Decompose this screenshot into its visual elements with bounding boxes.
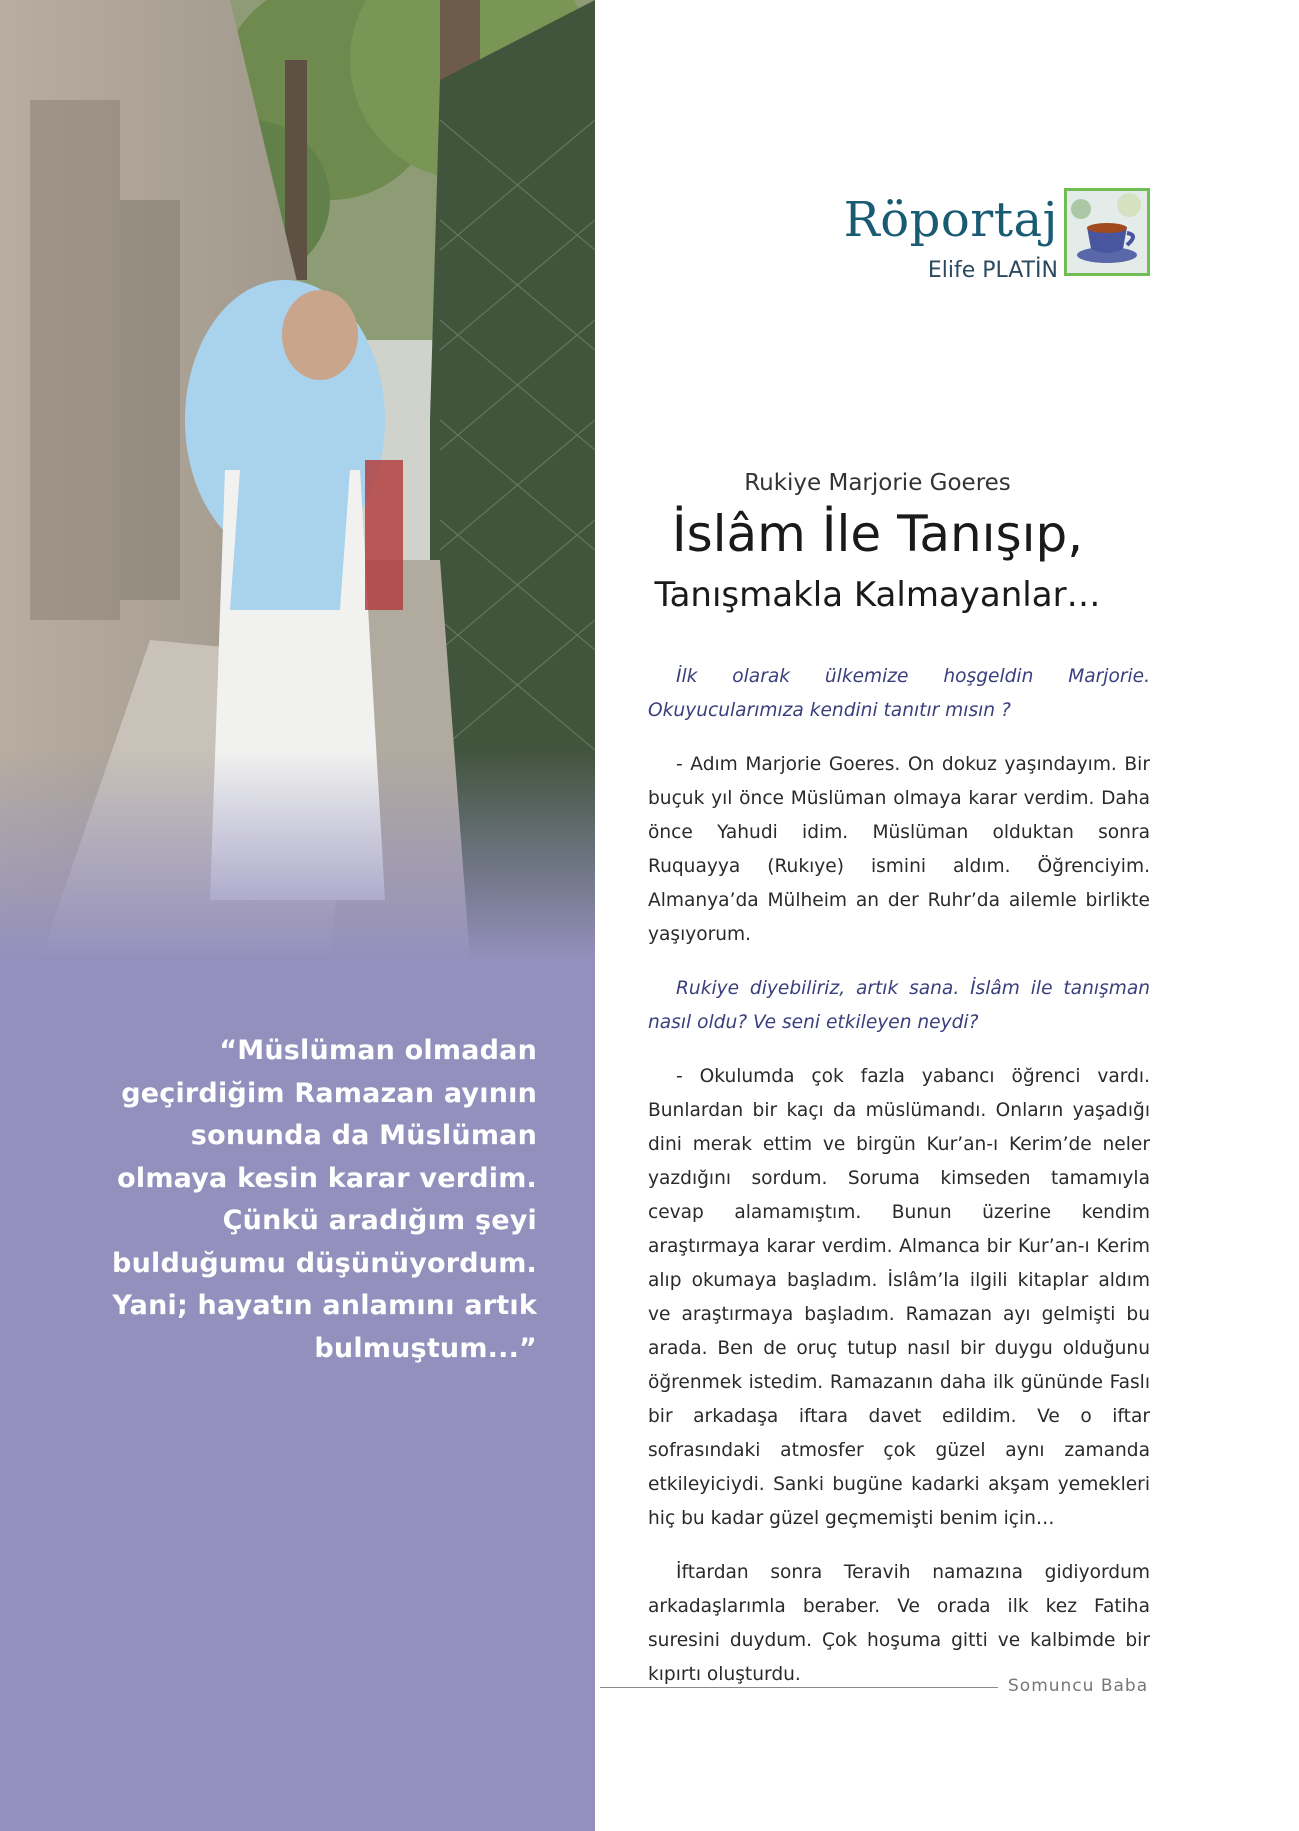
pull-quote-line: sonunda da Müslüman bbox=[190, 1120, 537, 1151]
footer-divider bbox=[600, 1687, 998, 1688]
tea-cup-icon bbox=[1064, 188, 1150, 276]
author-name: Elife PLATİN bbox=[927, 258, 1058, 283]
pull-quote-line: bulduğumu düşünüyordum. bbox=[112, 1247, 537, 1279]
pull-quote-line: olmaya kesin karar verdim. bbox=[117, 1162, 537, 1194]
section-header bbox=[820, 188, 1150, 288]
pull-quote-line: bulmuştum...” bbox=[314, 1332, 537, 1364]
article-photo bbox=[0, 0, 595, 960]
answer-paragraph: İftardan sonra Teravih namazına gidiyordum arkadaşlarımla beraber. Ve orada ilk kez Fatiha suresini duydum. Çok hoşuma gitti ve kalbimde bir kıpırtı oluşturdu. bbox=[648, 1562, 1150, 1685]
pull-quote-line: geçirdiğim Ramazan ayının bbox=[121, 1077, 537, 1109]
question-paragraph: Rukiye diyebiliriz, artık sana. İslâm ile tanışman nasıl oldu? Ve seni etkileyen neydi? bbox=[648, 978, 1150, 1033]
pull-quote bbox=[107, 1030, 537, 1370]
pull-quote-line: Yani; hayatın anlamını artık bbox=[112, 1290, 537, 1321]
answer-paragraph: - Okulumda çok fazla yabancı öğrenci vardı. Bunlardan bir kaçı da müslümandı. Onların yaşadığı dini merak ettim ve birgün Kur’an-ı Kerim’de neler yazdığını sordum. Soruma kimseden tamamıyla cevap alamamıştım. Bunun üzerine kendim araştırmaya karar verdim. Almanca bir Kur’an-ı Kerim alıp okumaya başladım. İslâm’la ilgili kitaplar aldım ve araştırmaya başladım. Ramazan ayı gelmişti bu arada. Ben de oruç tutup nasıl bir duygu olduğunu öğrenmek istedim. Ramazanın daha ilk gününde Faslı bir arkadaşa iftara davet edildim. Ve o iftar sofrasındaki atmosfer çok güzel aynı zamanda etkileyiciydi. Sanki bugüne kadarki akşam yemekleri hiç bu kadar güzel geçmemişti benim için… bbox=[648, 1066, 1150, 1529]
section-title: Röportaj bbox=[843, 192, 1058, 248]
pull-quote-line: “Müslüman olmadan bbox=[219, 1035, 537, 1066]
pull-quote-line: Çünkü aradığım şeyi bbox=[222, 1205, 537, 1236]
left-panel bbox=[0, 0, 595, 1831]
question-paragraph: İlk olarak ülkemize hoşgeldin Marjorie. Okuyucularımıza kendini tanıtır mısın ? bbox=[648, 666, 1150, 721]
magazine-name: Somuncu Baba bbox=[1008, 1676, 1149, 1696]
article-body bbox=[648, 660, 1150, 1712]
interview-subject: Rukiye Marjorie Goeres bbox=[744, 470, 1011, 496]
article-subtitle: Tanışmakla Kalmayanlar… bbox=[654, 575, 1101, 615]
article-title: İslâm İle Tanışıp, bbox=[671, 505, 1084, 563]
answer-paragraph: - Adım Marjorie Goeres. On dokuz yaşındayım. Bir buçuk yıl önce Müslüman olmaya karar verdim. Daha önce Yahudi idim. Müslüman olduktan sonra Ruquayya (Rukıye) ismini aldım. Öğrenciyim. Almanya’da Mülheim an der Ruhr’da ailemle birlikte yaşıyorum. bbox=[648, 754, 1150, 945]
